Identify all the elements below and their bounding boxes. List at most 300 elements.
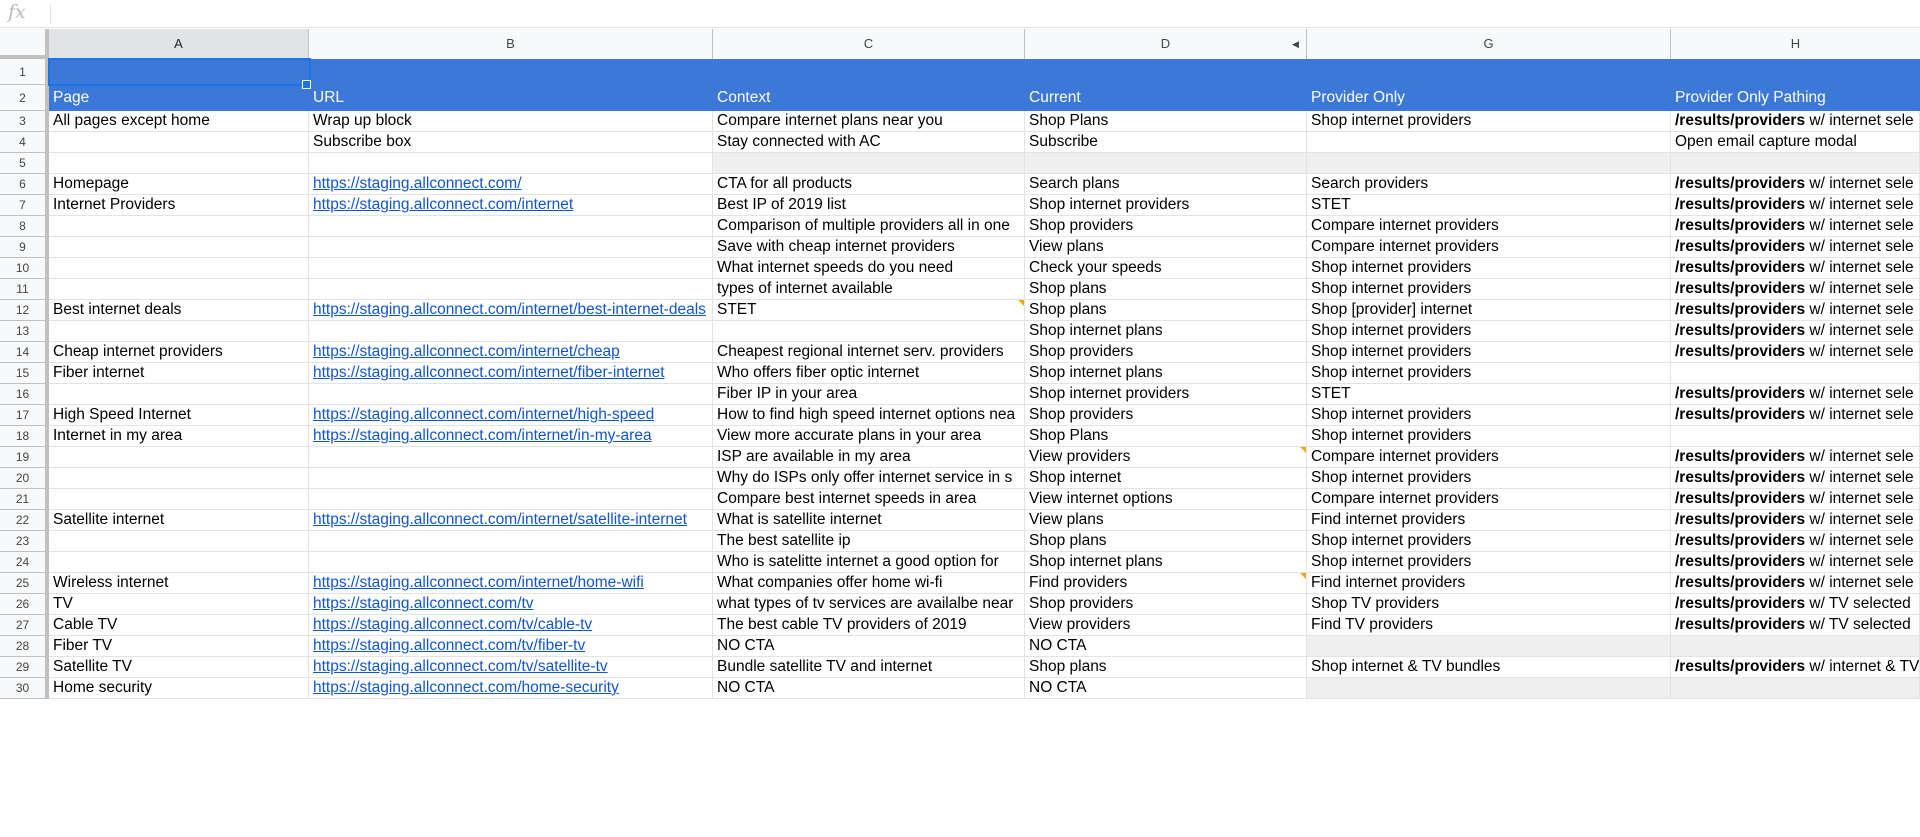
path-bold: /results/providers <box>1675 511 1806 528</box>
table-row <box>0 258 1920 279</box>
cell-g[interactable]: Compare internet providers <box>1307 489 1671 510</box>
table-row <box>0 174 1920 195</box>
cell-d[interactable]: Shop internet plans <box>1025 321 1307 342</box>
cell-h[interactable] <box>1671 531 1920 552</box>
cell-a[interactable]: Cable TV <box>49 615 309 636</box>
column-header-c[interactable]: C <box>713 29 1025 59</box>
cell-a[interactable]: TV <box>49 594 309 615</box>
hidden-columns-left-arrow-icon[interactable]: ◀ <box>1292 39 1299 49</box>
cell-c[interactable]: STET <box>713 300 1025 321</box>
cell-g[interactable]: Shop internet providers <box>1307 279 1671 300</box>
cell-a[interactable]: All pages except home <box>49 111 309 132</box>
row-number[interactable]: 30 <box>0 678 49 699</box>
table-row <box>0 594 1920 615</box>
url-link[interactable]: https://staging.allconnect.com/internet/home-wifi <box>309 573 713 594</box>
cell-d[interactable]: Shop internet <box>1025 468 1307 489</box>
path-bold: /results/providers <box>1675 553 1806 570</box>
row-number[interactable]: 20 <box>0 468 49 489</box>
url-link[interactable]: https://staging.allconnect.com/ <box>309 174 713 195</box>
cell-g[interactable] <box>1307 636 1671 657</box>
cell-g[interactable]: Shop internet providers <box>1307 426 1671 447</box>
cell-h[interactable] <box>1671 636 1920 657</box>
cell-g[interactable]: Search providers <box>1307 174 1671 195</box>
path-bold: /results/providers <box>1675 301 1806 318</box>
formula-bar <box>0 0 1920 28</box>
cell-g[interactable]: Shop internet providers <box>1307 342 1671 363</box>
cell-d1[interactable] <box>1025 59 1307 85</box>
cell-c[interactable]: Best IP of 2019 list <box>713 195 1025 216</box>
cell-h1[interactable] <box>1671 59 1920 85</box>
path-bold: /results/providers <box>1675 343 1806 360</box>
cell-c[interactable]: Compare internet plans near you <box>713 111 1025 132</box>
path-bold: /results/providers <box>1675 532 1806 549</box>
row-number[interactable]: 12 <box>0 300 49 321</box>
cell-d[interactable]: Shop plans <box>1025 657 1307 678</box>
url-link[interactable]: https://staging.allconnect.com/internet/fiber-internet <box>309 363 713 384</box>
table-row <box>0 300 1920 321</box>
cell-h[interactable] <box>1671 426 1920 447</box>
cell-g[interactable]: Compare internet providers <box>1307 237 1671 258</box>
cell-h[interactable] <box>1671 174 1920 195</box>
cell-c[interactable]: What companies offer home wi-fi <box>713 573 1025 594</box>
cell-g[interactable]: Shop internet providers <box>1307 258 1671 279</box>
cell-c[interactable]: CTA for all products <box>713 174 1025 195</box>
cell-d[interactable]: Search plans <box>1025 174 1307 195</box>
path-rest: w/ internet sele <box>1805 238 1914 255</box>
column-header-b[interactable]: B <box>309 29 713 59</box>
path-bold: /results/providers <box>1675 280 1806 297</box>
path-rest: w/ internet sele <box>1805 574 1914 591</box>
row-number[interactable]: 24 <box>0 552 49 573</box>
cell-a[interactable]: High Speed Internet <box>49 405 309 426</box>
cell-g[interactable] <box>1307 678 1671 699</box>
path-bold: /results/providers <box>1675 469 1806 486</box>
cell-g[interactable]: Shop TV providers <box>1307 594 1671 615</box>
cell-h[interactable] <box>1671 678 1920 699</box>
cell-c[interactable]: Comparison of multiple providers all in one <box>713 216 1025 237</box>
row-number[interactable]: 23 <box>0 531 49 552</box>
cell-g[interactable]: Shop internet providers <box>1307 468 1671 489</box>
cell-h[interactable] <box>1671 153 1920 174</box>
row-number[interactable]: 29 <box>0 657 49 678</box>
cell-d[interactable]: NO CTA <box>1025 678 1307 699</box>
cell-c[interactable] <box>713 321 1025 342</box>
cell-c[interactable]: The best cable TV providers of 2019 <box>713 615 1025 636</box>
cell-d[interactable]: Subscribe <box>1025 132 1307 153</box>
cell-c[interactable]: Fiber IP in your area <box>713 384 1025 405</box>
column-header-d[interactable]: D <box>1025 29 1307 59</box>
fx-icon: fx <box>8 1 26 23</box>
cell-a1[interactable] <box>49 59 309 85</box>
path-bold: /results/providers <box>1675 616 1806 633</box>
path-bold: /results/providers <box>1675 490 1806 507</box>
cell-b[interactable] <box>309 237 713 258</box>
cell-d[interactable]: Shop Plans <box>1025 426 1307 447</box>
cell-c[interactable]: Stay connected with AC <box>713 132 1025 153</box>
cell-a[interactable] <box>49 384 309 405</box>
column-header-a[interactable]: A <box>49 29 309 59</box>
table-row <box>0 636 1920 657</box>
row-number[interactable]: 27 <box>0 615 49 636</box>
header-cell-provider-only-pathing[interactable]: Provider Only Pathing <box>1671 85 1920 111</box>
cell-a[interactable]: Homepage <box>49 174 309 195</box>
cell-g[interactable] <box>1307 132 1671 153</box>
row-number[interactable]: 11 <box>0 279 49 300</box>
header-cell-context[interactable]: Context <box>713 85 1025 111</box>
path-rest: w/ internet sele <box>1805 553 1914 570</box>
column-header-h[interactable]: H <box>1671 29 1920 59</box>
cell-b[interactable] <box>309 216 713 237</box>
cell-a[interactable]: Internet in my area <box>49 426 309 447</box>
url-link[interactable]: https://staging.allconnect.com/tv/satellite-tv <box>309 657 713 678</box>
cell-c[interactable]: Save with cheap internet providers <box>713 237 1025 258</box>
cell-h[interactable] <box>1671 216 1920 237</box>
cell-d[interactable]: Shop plans <box>1025 279 1307 300</box>
cell-h[interactable] <box>1671 552 1920 573</box>
cell-g[interactable]: Shop internet & TV bundles <box>1307 657 1671 678</box>
cell-h[interactable] <box>1671 489 1920 510</box>
cell-d[interactable]: Shop internet providers <box>1025 384 1307 405</box>
table-row <box>0 426 1920 447</box>
url-link[interactable]: https://staging.allconnect.com/internet/cheap <box>309 342 713 363</box>
cell-h[interactable] <box>1671 111 1920 132</box>
cell-d[interactable]: View plans <box>1025 510 1307 531</box>
row-number[interactable]: 5 <box>0 153 49 174</box>
cell-g[interactable]: Shop internet providers <box>1307 552 1671 573</box>
path-bold: /results/providers <box>1675 595 1806 612</box>
cell-a[interactable] <box>49 531 309 552</box>
cell-a[interactable]: Home security <box>49 678 309 699</box>
cell-c[interactable] <box>713 153 1025 174</box>
cell-a[interactable] <box>49 153 309 174</box>
path-rest: w/ internet sele <box>1805 217 1914 234</box>
cell-c[interactable]: ISP are available in my area <box>713 447 1025 468</box>
cell-d[interactable]: Shop providers <box>1025 342 1307 363</box>
table-row <box>0 447 1920 468</box>
url-link[interactable]: https://staging.allconnect.com/internet/high-speed <box>309 405 713 426</box>
cell-d[interactable]: Shop plans <box>1025 531 1307 552</box>
url-link[interactable]: https://staging.allconnect.com/internet/satellite-internet <box>309 510 713 531</box>
cell-h[interactable] <box>1671 132 1920 153</box>
cell-g[interactable]: Compare internet providers <box>1307 216 1671 237</box>
cell-h[interactable] <box>1671 510 1920 531</box>
url-link[interactable]: https://staging.allconnect.com/tv/fiber-tv <box>309 636 713 657</box>
table-row <box>0 615 1920 636</box>
cell-g[interactable]: Compare internet providers <box>1307 447 1671 468</box>
cell-h[interactable] <box>1671 573 1920 594</box>
cell-b[interactable] <box>309 447 713 468</box>
cell-d[interactable]: NO CTA <box>1025 636 1307 657</box>
table-row <box>0 132 1920 153</box>
path-bold: /results/providers <box>1675 196 1806 213</box>
cell-h[interactable] <box>1671 195 1920 216</box>
path-rest: w/ internet sele <box>1805 448 1914 465</box>
url-link[interactable]: https://staging.allconnect.com/tv/cable-tv <box>309 615 713 636</box>
comment-note-icon[interactable] <box>1300 573 1306 579</box>
path-bold: /results/providers <box>1675 406 1806 423</box>
cell-c[interactable]: Bundle satellite TV and internet <box>713 657 1025 678</box>
cell-a[interactable]: Best internet deals <box>49 300 309 321</box>
cell-d[interactable]: View plans <box>1025 237 1307 258</box>
path-rest: w/ internet sele <box>1805 112 1914 129</box>
cell-d[interactable]: View providers <box>1025 615 1307 636</box>
path-rest: w/ internet sele <box>1805 175 1914 192</box>
cell-g[interactable]: STET <box>1307 384 1671 405</box>
cell-c[interactable]: What internet speeds do you need <box>713 258 1025 279</box>
cell-c[interactable]: The best satellite ip <box>713 531 1025 552</box>
path-bold: /results/providers <box>1675 385 1806 402</box>
row-number[interactable]: 22 <box>0 510 49 531</box>
path-bold: /results/providers <box>1675 238 1806 255</box>
path-bold: /results/providers <box>1675 259 1806 276</box>
path-rest: w/ TV selected <box>1805 595 1911 612</box>
row-number[interactable]: 8 <box>0 216 49 237</box>
header-cell-current[interactable]: Current <box>1025 85 1307 111</box>
path-bold: /results/providers <box>1675 574 1806 591</box>
path-rest: w/ internet sele <box>1805 301 1914 318</box>
cell-h[interactable] <box>1671 342 1920 363</box>
cell-g[interactable]: Find internet providers <box>1307 573 1671 594</box>
cell-a[interactable]: Satellite TV <box>49 657 309 678</box>
cell-d[interactable]: Shop internet providers <box>1025 195 1307 216</box>
cell-h[interactable] <box>1671 447 1920 468</box>
cell-c[interactable]: what types of tv services are availalbe near <box>713 594 1025 615</box>
cell-c[interactable]: NO CTA <box>713 636 1025 657</box>
cell-h[interactable] <box>1671 237 1920 258</box>
cell-a[interactable] <box>49 468 309 489</box>
cell-c[interactable]: Compare best internet speeds in area <box>713 489 1025 510</box>
cell-a[interactable] <box>49 279 309 300</box>
row-number[interactable]: 28 <box>0 636 49 657</box>
row-number[interactable]: 21 <box>0 489 49 510</box>
row-number[interactable]: 19 <box>0 447 49 468</box>
cell-d[interactable]: Shop internet plans <box>1025 552 1307 573</box>
cell-g1[interactable] <box>1307 59 1671 85</box>
cell-a[interactable]: Fiber TV <box>49 636 309 657</box>
cell-c[interactable]: types of internet available <box>713 279 1025 300</box>
table-row <box>0 153 1920 174</box>
path-rest: w/ internet sele <box>1805 511 1914 528</box>
formula-input[interactable] <box>58 4 1908 24</box>
cell-c1[interactable] <box>713 59 1025 85</box>
cell-a[interactable] <box>49 216 309 237</box>
row-number[interactable]: 26 <box>0 594 49 615</box>
table-row <box>0 678 1920 699</box>
cell-h[interactable] <box>1671 384 1920 405</box>
comment-note-icon[interactable] <box>1018 300 1024 306</box>
table-row <box>0 405 1920 426</box>
cell-g[interactable]: Find TV providers <box>1307 615 1671 636</box>
cell-d[interactable]: Shop internet plans <box>1025 363 1307 384</box>
table-row <box>0 468 1920 489</box>
cell-b1[interactable] <box>309 59 713 85</box>
cell-a[interactable] <box>49 447 309 468</box>
cell-b[interactable] <box>309 489 713 510</box>
header-row <box>0 85 1920 111</box>
cell-a[interactable] <box>49 132 309 153</box>
table-row <box>0 510 1920 531</box>
header-cell-url[interactable]: URL <box>309 85 713 111</box>
table-row <box>0 657 1920 678</box>
path-rest: w/ internet sele <box>1805 385 1914 402</box>
path-bold: /results/providers <box>1675 322 1806 339</box>
cell-a[interactable]: Fiber internet <box>49 363 309 384</box>
cell-g[interactable]: STET <box>1307 195 1671 216</box>
cell-a[interactable]: Wireless internet <box>49 573 309 594</box>
url-link[interactable]: https://staging.allconnect.com/internet <box>309 195 713 216</box>
url-link[interactable]: https://staging.allconnect.com/internet/best-internet-deals <box>309 300 713 321</box>
cell-h[interactable] <box>1671 279 1920 300</box>
cell-g[interactable]: Shop internet providers <box>1307 363 1671 384</box>
row-number[interactable]: 1 <box>0 59 49 85</box>
cell-g[interactable]: Shop internet providers <box>1307 111 1671 132</box>
cell-d[interactable]: Find providers <box>1025 573 1307 594</box>
row-number[interactable]: 6 <box>0 174 49 195</box>
row-number[interactable]: 4 <box>0 132 49 153</box>
path-bold: /results/providers <box>1675 448 1806 465</box>
cell-b[interactable] <box>309 552 713 573</box>
cell-d[interactable]: Shop plans <box>1025 300 1307 321</box>
cell-a[interactable] <box>49 321 309 342</box>
table-row <box>0 489 1920 510</box>
column-header-g[interactable]: G <box>1307 29 1671 59</box>
row-number[interactable]: 18 <box>0 426 49 447</box>
url-link[interactable]: https://staging.allconnect.com/home-security <box>309 678 713 699</box>
cell-c[interactable]: Who is satelitte internet a good option for <box>713 552 1025 573</box>
cell-c[interactable]: View more accurate plans in your area <box>713 426 1025 447</box>
cell-a[interactable] <box>49 258 309 279</box>
cell-a[interactable] <box>49 552 309 573</box>
path-rest: w/ internet sele <box>1805 196 1914 213</box>
cell-c[interactable]: NO CTA <box>713 678 1025 699</box>
cell-g[interactable]: Shop [provider] internet <box>1307 300 1671 321</box>
cell-b[interactable] <box>309 258 713 279</box>
select-all-corner[interactable] <box>0 29 49 59</box>
path-bold: /results/providers <box>1675 217 1806 234</box>
cell-h[interactable] <box>1671 321 1920 342</box>
row-number[interactable]: 10 <box>0 258 49 279</box>
cell-c[interactable]: Cheapest regional internet serv. providers <box>713 342 1025 363</box>
cell-g[interactable] <box>1307 153 1671 174</box>
cell-g[interactable]: Shop internet providers <box>1307 405 1671 426</box>
row-number[interactable]: 2 <box>0 85 49 111</box>
header-cell-provider-only[interactable]: Provider Only <box>1307 85 1671 111</box>
table-row <box>0 573 1920 594</box>
path-rest: w/ TV selected <box>1805 616 1911 633</box>
cell-b[interactable]: Subscribe box <box>309 132 713 153</box>
path-rest: w/ internet sele <box>1805 280 1914 297</box>
cell-b[interactable] <box>309 153 713 174</box>
fill-handle[interactable] <box>302 80 311 89</box>
cell-g[interactable]: Shop internet providers <box>1307 531 1671 552</box>
table-row <box>0 279 1920 300</box>
cell-h[interactable] <box>1671 363 1920 384</box>
path-rest: Open email capture modal <box>1675 133 1857 150</box>
cell-g[interactable]: Shop internet providers <box>1307 321 1671 342</box>
cell-c[interactable]: Why do ISPs only offer internet service in s <box>713 468 1025 489</box>
cell-b[interactable] <box>309 531 713 552</box>
cell-d[interactable]: View internet options <box>1025 489 1307 510</box>
path-rest: w/ internet sele <box>1805 259 1914 276</box>
row-number[interactable]: 7 <box>0 195 49 216</box>
cell-b[interactable] <box>309 279 713 300</box>
path-rest: w/ internet sele <box>1805 343 1914 360</box>
cell-d[interactable]: Check your speeds <box>1025 258 1307 279</box>
path-rest: w/ internet sele <box>1805 532 1914 549</box>
cell-h[interactable] <box>1671 258 1920 279</box>
cell-d[interactable]: Shop Plans <box>1025 111 1307 132</box>
path-rest: w/ internet sele <box>1805 469 1914 486</box>
row-number[interactable]: 25 <box>0 573 49 594</box>
table-row <box>0 216 1920 237</box>
cell-a[interactable] <box>49 489 309 510</box>
cell-d[interactable]: Shop providers <box>1025 216 1307 237</box>
cell-h[interactable] <box>1671 405 1920 426</box>
path-rest: w/ internet & TV <box>1805 658 1920 675</box>
cell-c[interactable]: What is satellite internet <box>713 510 1025 531</box>
cell-h[interactable] <box>1671 468 1920 489</box>
path-rest: w/ internet sele <box>1805 322 1914 339</box>
path-rest: w/ internet sele <box>1805 490 1914 507</box>
cell-a[interactable] <box>49 237 309 258</box>
path-bold: /results/providers <box>1675 175 1806 192</box>
comment-note-icon[interactable] <box>1300 447 1306 453</box>
table-row <box>0 321 1920 342</box>
table-row <box>0 111 1920 132</box>
cell-b[interactable] <box>309 321 713 342</box>
cell-c[interactable]: Who offers fiber optic internet <box>713 363 1025 384</box>
row-number[interactable]: 17 <box>0 405 49 426</box>
table-row <box>0 195 1920 216</box>
cell-b[interactable]: Wrap up block <box>309 111 713 132</box>
cell-a[interactable]: Satellite internet <box>49 510 309 531</box>
row-number[interactable]: 3 <box>0 111 49 132</box>
table-row <box>0 59 1920 85</box>
cell-h[interactable] <box>1671 615 1920 636</box>
table-row <box>0 363 1920 384</box>
path-bold: /results/providers <box>1675 112 1806 129</box>
path-bold: /results/providers <box>1675 658 1806 675</box>
cell-b[interactable] <box>309 384 713 405</box>
cell-h[interactable] <box>1671 657 1920 678</box>
formula-bar-divider <box>50 5 51 23</box>
url-link[interactable]: https://staging.allconnect.com/internet/in-my-area <box>309 426 713 447</box>
cell-g[interactable]: Find internet providers <box>1307 510 1671 531</box>
row-number[interactable]: 16 <box>0 384 49 405</box>
cell-a[interactable]: Cheap internet providers <box>49 342 309 363</box>
cell-d[interactable]: View providers <box>1025 447 1307 468</box>
cell-h[interactable] <box>1671 594 1920 615</box>
column-header-bar <box>0 29 1920 59</box>
table-row <box>0 342 1920 363</box>
cell-b[interactable] <box>309 468 713 489</box>
table-row <box>0 531 1920 552</box>
cell-h[interactable] <box>1671 300 1920 321</box>
cell-d[interactable] <box>1025 153 1307 174</box>
row-number[interactable]: 13 <box>0 321 49 342</box>
cell-d[interactable]: Shop providers <box>1025 405 1307 426</box>
cell-c[interactable]: How to find high speed internet options nea <box>713 405 1025 426</box>
cell-a[interactable]: Internet Providers <box>49 195 309 216</box>
header-cell-page[interactable]: Page <box>49 85 309 111</box>
cell-d[interactable]: Shop providers <box>1025 594 1307 615</box>
row-number[interactable]: 9 <box>0 237 49 258</box>
row-number[interactable]: 15 <box>0 363 49 384</box>
url-link[interactable]: https://staging.allconnect.com/tv <box>309 594 713 615</box>
table-row <box>0 237 1920 258</box>
row-number[interactable]: 14 <box>0 342 49 363</box>
table-row <box>0 552 1920 573</box>
